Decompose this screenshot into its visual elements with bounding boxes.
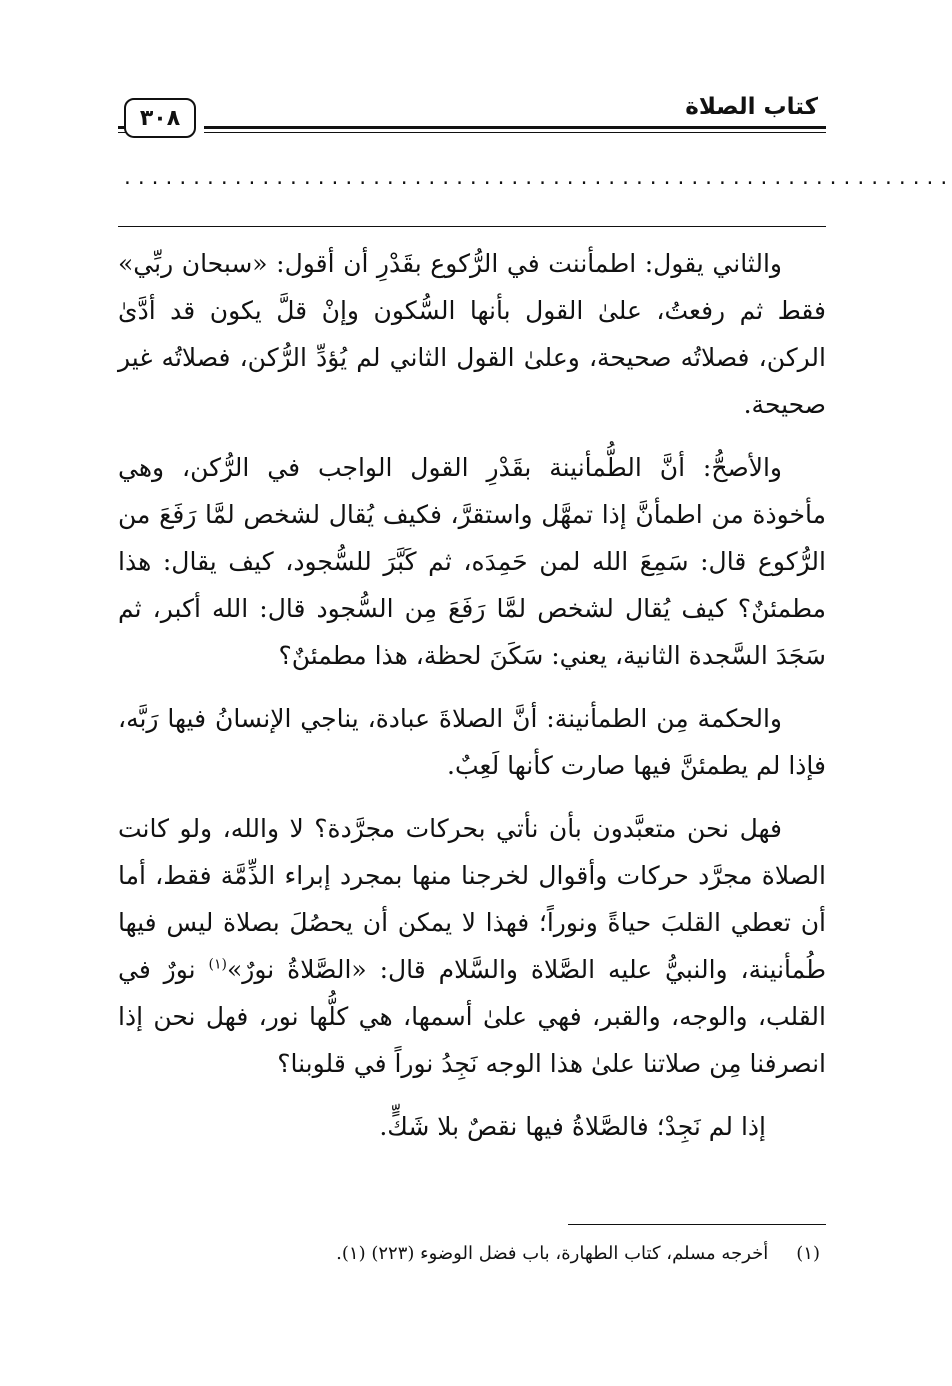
page-body bbox=[118, 240, 826, 1166]
header-rule-thin bbox=[204, 132, 826, 133]
paragraph-3: والحكمة مِن الطمأنينة: أنَّ الصلاةَ عبادة، يناجي الإنسانُ فيها رَبَّه، فإذا لم يطمئنَّ فيها صارت كأنها لَعِبٌ. bbox=[118, 704, 826, 780]
closing-paragraph: إذا لم نَجِدْ؛ فالصَّلاةُ فيها نقصٌ بلا شَكٍّ. bbox=[379, 1112, 766, 1141]
footnote-text: أخرجه مسلم، كتاب الطهارة، باب فضل الوضوء (٢٢٣) (١). bbox=[336, 1243, 769, 1264]
paragraph-4-continuation: نورٌ في القلب، والوجه، والقبر، فهي علىٰ أسمها، هي كلُّها نور، فهل نحن إذا انصرفنا مِن صلاتنا علىٰ هذا الوجه نَجِدُ نوراً في قلوبنا؟ bbox=[118, 955, 826, 1078]
paragraph-2: والأصحُّ: أنَّ الطُّمأنينة بقَدْرِ القول الواجب في الرُّكن، وهي مأخوذة من اطمأنَّ إذا تمهَّل واستقرَّ، فكيف يُقال لشخص لمَّا رَفَعَ من الرُّكوع قال: سَمِعَ الله لمن حَمِدَه، ثم كَبَّرَ للسُّجود، كيف يقال: هذا مطمئنٌ؟ كيف يُقال لشخص لمَّا رَفَعَ مِن السُّجود قال: الله أكبر، ثم سَجَدَ السَّجدة الثانية، يعني: سَكَنَ لحظة، هذا مطمئنٌ؟ bbox=[118, 453, 826, 670]
footnote bbox=[118, 1240, 826, 1268]
book-title: كتاب الصلاة bbox=[685, 94, 818, 120]
footnote-number: (١) bbox=[796, 1243, 820, 1264]
text-separator-rule bbox=[118, 226, 826, 227]
paragraph-1: والثاني يقول: اطمأننت في الرُّكوع بقَدْرِ أن أقول: «سبحان ربِّي» فقط ثم رفعتُ، علىٰ القول بأنها السُّكون وإنْ قلَّ يكون قد أدَّىٰ الركن، فصلاتُه صحيحة، وعلىٰ القول الثاني لم يُؤدِّ الرُّكن، فصلاتُه غير صحيحة. bbox=[118, 249, 826, 419]
page-header bbox=[118, 88, 826, 152]
header-rule-thick bbox=[204, 126, 826, 129]
paragraph-4-text: فهل نحن متعبَّدون بأن نأتي بحركات مجرَّدة؟ لا والله، ولو كانت الصلاة مجرَّد حركات وأقوال لخرجنا منها بمجرد إبراء الذِّمَّة فقط، أما أن تعطي القلبَ حياةً ونوراً؛ فهذا لا يمكن أن يحصُلَ بصلاة ليس فيها طُمأنينة، والنبيُّ عليه الصَّلاة والسَّلام قال: «الصَّلاةُ نورٌ» bbox=[118, 814, 826, 984]
footnote-rule bbox=[568, 1224, 826, 1225]
paragraph-4 bbox=[118, 805, 826, 1087]
dotted-line: ............................................................ bbox=[122, 168, 952, 189]
page-number: ٣٠٨ bbox=[124, 98, 196, 138]
footnote-reference[interactable]: (١) bbox=[208, 956, 227, 973]
